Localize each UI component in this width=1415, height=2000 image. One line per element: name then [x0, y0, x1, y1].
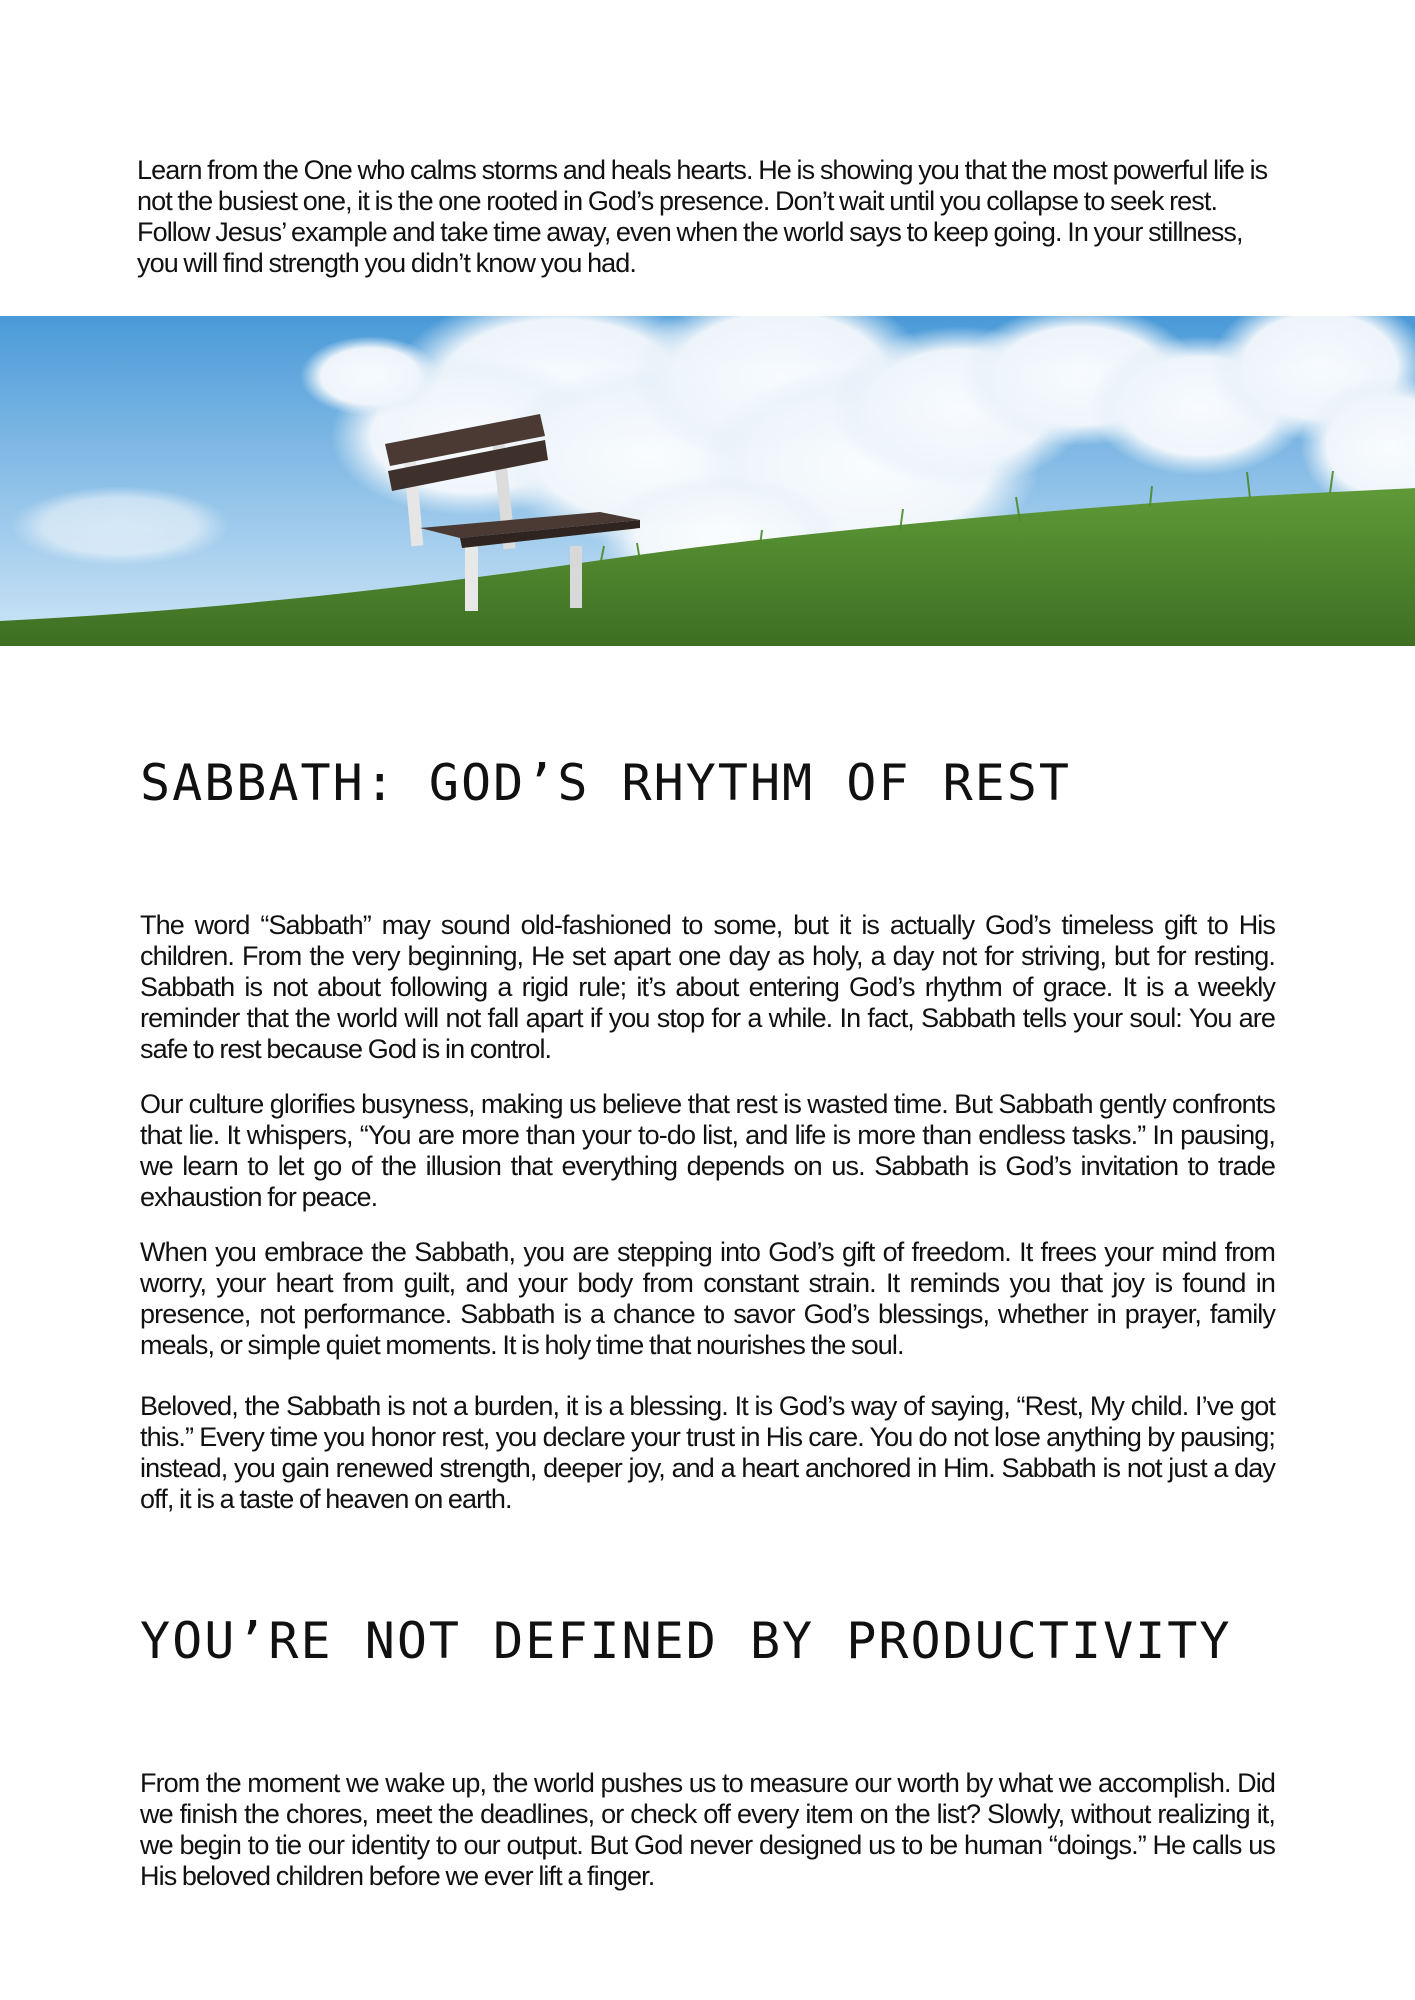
- paragraph: Our culture glorifies busyness, making us believe that rest is wasted time. But Sabbath gently confronts that lie. It whispers, “You are more than your to-do list, and life is more than endless tasks.” In pausing, we learn to let go of the illusion that everything depends on us. Sabbath is God’s invitation to trade exhaustion for peace.: [140, 1089, 1275, 1212]
- section-heading: YOU’RE NOT DEFINED BY PRODUCTIVITY: [140, 1612, 1232, 1670]
- bench-on-hill-image: [0, 316, 1415, 646]
- paragraph: The word “Sabbath” may sound old-fashioned to some, but it is actually God’s timeless gift to His children. From the very beginning, He set apart one day as holy, a day not for striving, but for resting. Sabbath is not about following a rigid rule; it’s about entering God’s rhythm of grace. It is a weekly reminder that the world will not fall apart if you stop for a while. In fact, Sabbath tells your soul: You are safe to rest because God is in control.: [140, 910, 1275, 1064]
- paragraph: When you embrace the Sabbath, you are stepping into God’s gift of freedom. It frees your mind from worry, your heart from guilt, and your body from constant strain. It reminds you that joy is found in presence, not performance. Sabbath is a chance to savor God’s blessings, whether in prayer, family meals, or simple quiet moments. It is holy time that nourishes the soul.: [140, 1237, 1275, 1360]
- paragraph: Beloved, the Sabbath is not a burden, it is a blessing. It is God’s way of saying, “Rest, My child. I’ve got this.” Every time you honor rest, you declare your trust in His care. You do not lose anything by pausing; instead, you gain renewed strength, deeper joy, and a heart anchored in Him. Sabbath is not just a day off, it is a taste of heaven on earth.: [140, 1391, 1275, 1514]
- section-heading: SABBATH: GOD’S RHYTHM OF REST: [140, 754, 1071, 812]
- intro-paragraph: Learn from the One who calms storms and heals hearts. He is showing you that the most powerful life is not the busiest one, it is the one rooted in God’s presence. Don’t wait until you collapse to seek rest. Follow Jesus’ example and take time away, even when the world says to keep going. In your stillness, you will find strength you didn’t know you had.: [137, 155, 1268, 278]
- paragraph: From the moment we wake up, the world pushes us to measure our worth by what we accomplish. Did we finish the chores, meet the deadlines, or check off every item on the list? Slowly, without realizing it, we begin to tie our identity to our output. But God never designed us to be human “doings.” He calls us His beloved children before we ever lift a finger.: [140, 1768, 1275, 1891]
